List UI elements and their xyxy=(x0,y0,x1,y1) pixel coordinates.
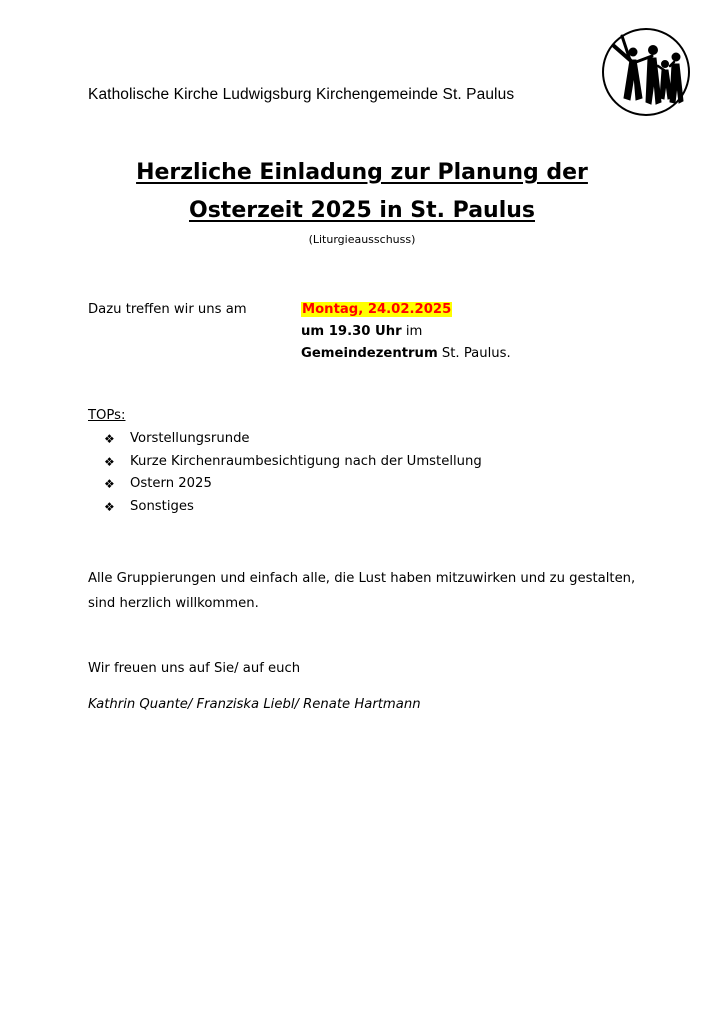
invitation-paragraph: Alle Gruppierungen und einfach alle, die Lust haben mitzuwirken und zu gestalten, sind herzlich willkommen. xyxy=(88,571,636,611)
diamond-bullet-icon: ❖ xyxy=(104,477,115,492)
invitation-title xyxy=(0,154,724,230)
meeting-time-value: um 19.30 Uhr xyxy=(301,324,402,339)
meeting-place xyxy=(301,343,511,365)
tops-list xyxy=(104,428,482,518)
list-item xyxy=(104,428,482,451)
meeting-place-name: Gemeindezentrum xyxy=(301,346,438,361)
signature-line: Kathrin Quante/ Franziska Liebl/ Renate Hartmann xyxy=(88,697,421,712)
list-item xyxy=(104,496,482,519)
title-line-2: Osterzeit 2025 in St. Paulus xyxy=(189,198,535,223)
meeting-place-suffix: St. Paulus. xyxy=(437,346,511,361)
closing-line: Wir freuen uns auf Sie/ auf euch xyxy=(88,661,301,676)
list-item xyxy=(104,473,482,496)
parish-figures-logo xyxy=(600,26,692,118)
diamond-bullet-icon: ❖ xyxy=(104,499,115,514)
list-item-label: Sonstiges xyxy=(130,498,194,514)
list-item-label: Vorstellungsrunde xyxy=(130,431,250,447)
meeting-details xyxy=(301,299,511,365)
diamond-bullet-icon: ❖ xyxy=(104,454,115,469)
organization-header: Katholische Kirche Ludwigsburg Kirchengemeinde St. Paulus xyxy=(88,86,515,103)
list-item-label: Kurze Kirchenraumbesichtigung nach der Umstellung xyxy=(130,453,482,469)
meeting-date: Montag, 24.02.2025 xyxy=(302,302,452,317)
meeting-time xyxy=(301,321,511,343)
meeting-intro: Dazu treffen wir uns am xyxy=(88,302,247,317)
tops-heading: TOPs: xyxy=(88,408,126,423)
diamond-bullet-icon: ❖ xyxy=(104,432,115,447)
committee-subtitle: (Liturgieausschuss) xyxy=(308,233,416,246)
list-item xyxy=(104,451,482,474)
list-item-label: Ostern 2025 xyxy=(130,476,212,492)
meeting-time-suffix: im xyxy=(401,324,423,339)
title-line-1: Herzliche Einladung zur Planung der xyxy=(136,160,588,185)
